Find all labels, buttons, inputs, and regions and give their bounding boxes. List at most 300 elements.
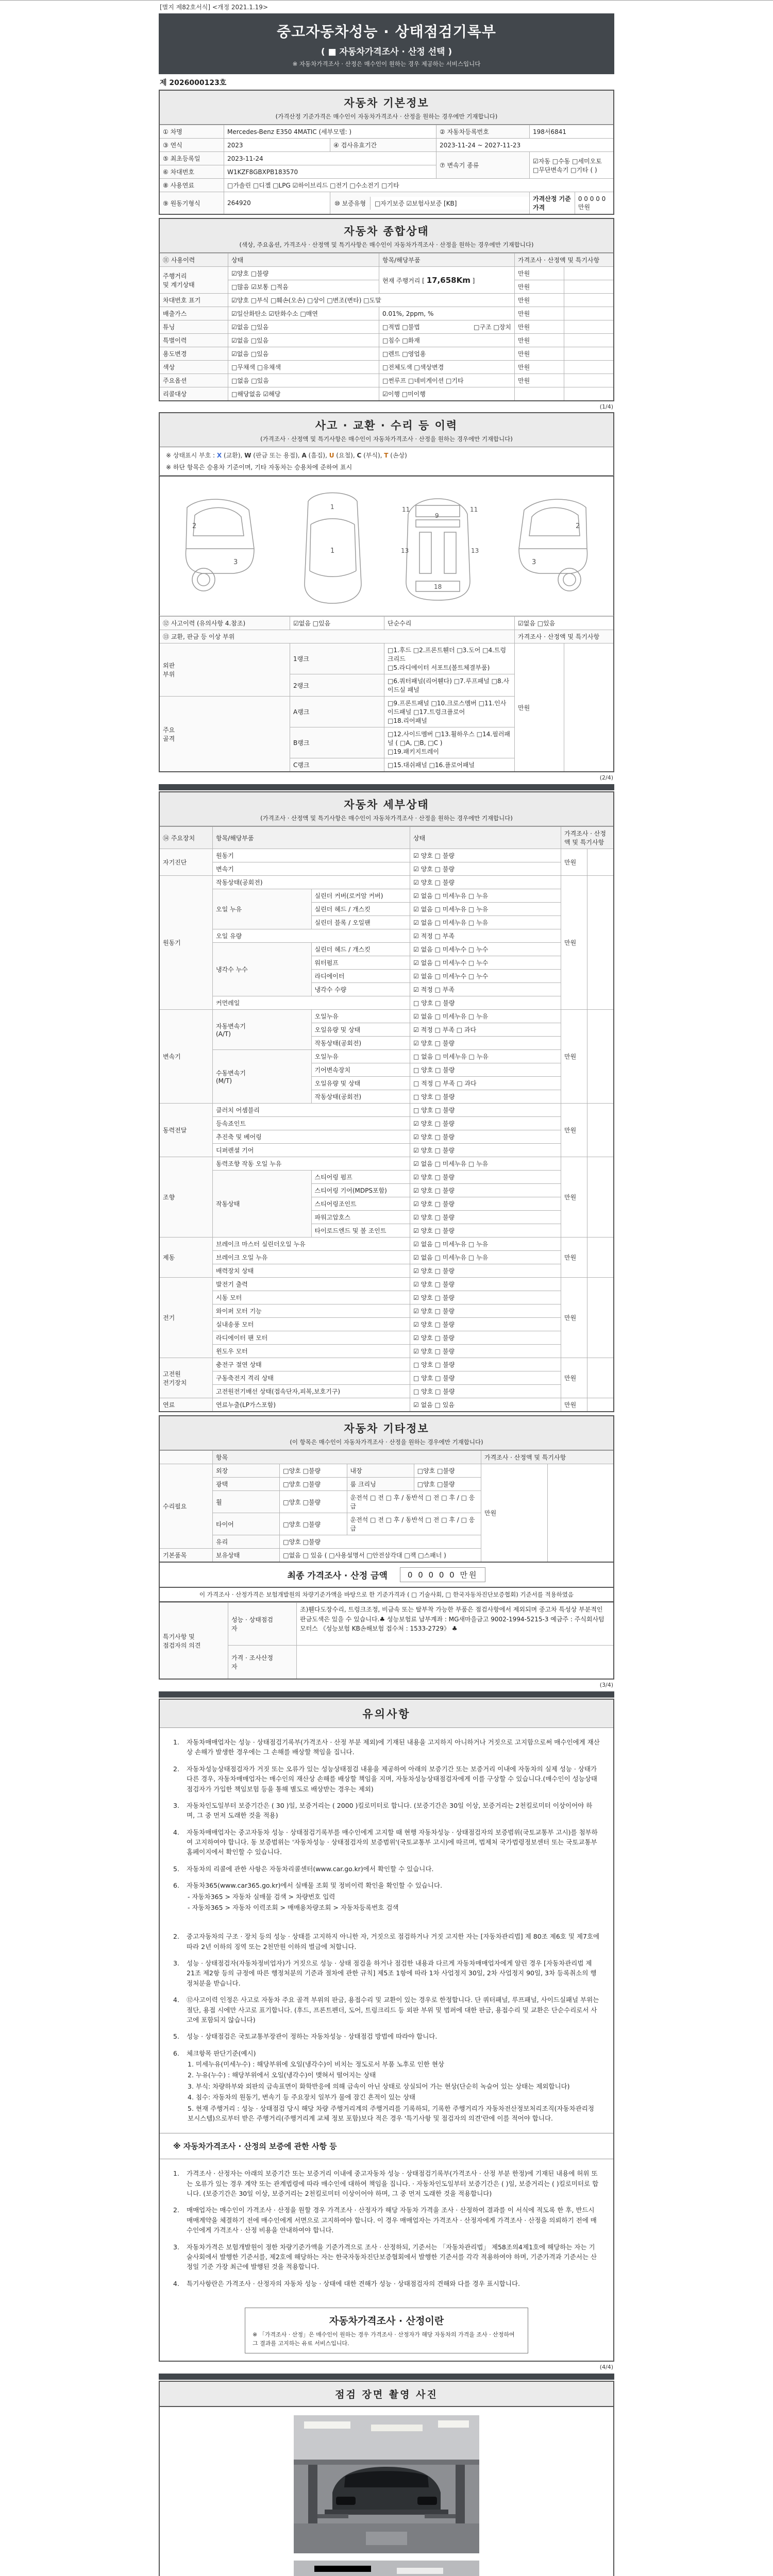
state-checkboxes: □ 양호 □ 불량 (410, 1371, 561, 1385)
state-checkboxes: ☑ 양호 □ 불량 (410, 1184, 561, 1197)
row-label: 배출가스 (159, 307, 228, 320)
panel-checkboxes: □1.후드 □2.프론트휀더 □3.도어 □4.트렁크리드 □5.라디에이터 서포트(볼트체결부품) (384, 643, 515, 674)
state-checkboxes: ☑없음 □있음 (228, 320, 379, 334)
rank-label: B랭크 (290, 727, 384, 758)
state-checkboxes: ☑ 양호 □ 불량 (410, 1264, 561, 1278)
page-marker: (2/4) (599, 774, 613, 781)
inspector-remark-text: 조)휀다도장수리, 트렁크조정, 비금속 또는 탈부착 가능한 부품은 점검사항에서 제외되며 중고차 특성상 부분적인 판금도색은 있을 수 있습니다.♣ 성능보험료 납부계좌 : MG새마을금고 9002-1994-5215-3 예금주 : 주식회사텀모터스 《성능보험 KB손해보험 접수처 : 1533-2729》 ♣ (297, 1603, 614, 1646)
notice-item-text: 체크항목 판단기준(예시) 1. 미세누유(미세누수) : 해당부위에 오일(냉각수)이 비치는 정도로서 부품 노후로 인한 현상 2. 누유(누수) : 해당부위에서 오일(냉각수)이 맺혀서 떨어지는 상태 3. 부식: 차량하부와 외판의 금속표면이 화학반응에 의해 금속이 아닌 상태로 상실되어 가는 현상(단순히 녹슬어 있는 상태는 제외합니다) 4. 침수: 자동차의 원동기, 변속기 등 주요장치 일부가 물에 잠긴 흔적이 있는 상태 5. 현재 주행거리 : 성능 · 상태점검 당시 해당 차량 주행거리계의 주행거리를 기록하되, 기록한 주행거리가 자동차전산정보처리조직(자동차관리정보시스템)으로부터 받은 주행거리(주행거리계 교체 정보 포함)보다 적은 경우 '특기사항 및 점검자의 의견'란에 이를 적어야 합니다. (187, 2048, 600, 2124)
form-revision-note: [별지 제82호서식] <개정 2021.1.19> (160, 4, 268, 11)
col-header: 항목/해당부품 (379, 253, 515, 267)
sub-item-label: 기어변속장치 (311, 1063, 410, 1077)
notice-item-number: 6. (173, 2049, 179, 2057)
item-checkboxes: □렌트 □영업용 (379, 347, 515, 361)
legend-part: C (357, 452, 362, 459)
notice-sub-item: - 자동차365 > 자동차 실매물 검색 > 차량번호 입력 (188, 1892, 335, 1901)
state-checkboxes: □없음 □있음 (228, 374, 379, 387)
item-label: 변속기 (213, 862, 410, 876)
basic-items-checkboxes: □없음 □ 있음 ( □사용설명서 □안전삼각대 □잭 □스패너 ) (280, 1549, 481, 1563)
inspector-remarks-table (159, 1602, 614, 1680)
notice-item (173, 2168, 600, 2198)
state-checkboxes: □ 없음 □ 미세누유 □ 누유 (410, 1050, 561, 1063)
page-divider (159, 2374, 614, 2380)
field-label: ⑤ 최초등록일 (159, 152, 224, 165)
device-label: 원동기 (159, 876, 213, 1010)
notice-item (173, 1801, 600, 1821)
base-price-row (530, 192, 613, 214)
legend-part: (요철), (334, 452, 357, 459)
car-name-value: Mercedes-Benz E350 4MATIC (세부모델: ) (224, 125, 436, 139)
sub-item-label: 실린더 헤드 / 개스킷 (311, 943, 410, 956)
item-label: 오일 누유 (213, 889, 312, 929)
section-title: 자동차 기타정보 (344, 1422, 429, 1435)
state-checkboxes: ☑ 없음 □ 미세누수 □ 누수 (410, 970, 561, 983)
price-unit-cell: 만원 (561, 849, 587, 876)
section-title: 자동차 세부상태 (344, 799, 429, 811)
item-label: 유리 (213, 1535, 280, 1549)
price-unit-cell: 만원 (515, 320, 564, 334)
section-accident-header (159, 412, 614, 447)
item-checkboxes (379, 320, 515, 334)
car-diagrams (159, 476, 614, 616)
state-checkboxes: ☑ 양호 □ 불량 (410, 1117, 561, 1130)
price-unit-cell (515, 387, 564, 401)
section-note: (가격조사 · 산정액 및 특기사항은 매수인이 자동차가격조사 · 산정을 원하는 경우에만 기재합니다) (260, 435, 513, 443)
simple-repair-checkboxes: ☑없음 □있음 (515, 617, 614, 630)
legend-part: ※ 상태표시 부호 : (166, 452, 217, 459)
price-unit-cell: 만원 (515, 294, 564, 307)
transmission-checkboxes: ☑자동 □수동 □세미오토 □무단변속기 □기타 ( ) (530, 152, 614, 179)
notice-item-number: 3. (173, 2243, 179, 2251)
panel-checkboxes: □15.대쉬패널 □16.플로어패널 (384, 758, 515, 772)
page-marker: (4/4) (599, 2364, 613, 2370)
inspector-role-label: 가격 · 조사산정 자 (228, 1646, 297, 1680)
price-unit-cell: 만원 (561, 1010, 587, 1104)
item-label: 충전구 절연 상태 (213, 1358, 410, 1371)
split-checkboxes (382, 323, 511, 331)
item-label: 타이어 (213, 1513, 280, 1535)
remark-cell (564, 267, 614, 280)
car-side-right-diagram (501, 487, 601, 605)
price-unit-cell: 만원 (561, 1104, 587, 1157)
price-definition-title: 자동차가격조사 · 산정이란 (329, 2315, 444, 2327)
svg-text:3: 3 (233, 558, 238, 566)
state-checkboxes: ☑ 양호 □ 불량 (410, 862, 561, 876)
panel-checkboxes: □12.사이드멤버 □13.휠하우스 □14.필러패널 ( □A, □B, □C ) □19.패키지트레이 (384, 727, 515, 758)
accident-history-checkboxes: ☑없음 □있음 (290, 617, 384, 630)
item-label: 와이퍼 모터 기능 (213, 1304, 410, 1318)
state-checkboxes: ☑ 양호 □ 불량 (410, 1130, 561, 1144)
item-label: 브레이크 마스터 실린더오일 누유 (213, 1238, 410, 1251)
page-marker: (1/4) (599, 403, 613, 410)
svg-text:3: 3 (531, 558, 536, 566)
section-basic-info-header (159, 90, 614, 125)
section-comprehensive-header (159, 218, 614, 253)
page-divider (159, 1691, 614, 1698)
state-checkboxes: ☑ 적정 □ 부족 □ 과다 (410, 1023, 561, 1037)
state-checkboxes: ☑ 없음 □ 있음 (410, 1398, 561, 1412)
state-checkboxes: □ 양호 □ 불량 (410, 1063, 561, 1077)
notice-item-number: 2. (173, 1933, 179, 1941)
state-checkboxes: ☑ 양호 □ 불량 (410, 1211, 561, 1224)
base-price-label: 가격산정 기준가격 (530, 192, 575, 214)
device-label: 제동 (159, 1238, 213, 1278)
sub-item-label: 실린더 블록 / 오일팬 (311, 916, 410, 929)
item-label: 구동축전지 격리 상태 (213, 1371, 410, 1385)
price-unit-cell: 만원 (515, 643, 564, 772)
row-label: 주행거리 및 계기상태 (159, 267, 228, 294)
notice-item-text: 특기사항란은 가격조사 · 산정자의 자동차 성능 · 상태에 대한 견해가 성능 · 상태점검자의 견해와 다를 경우 표시합니다. (187, 2279, 520, 2287)
page-subnote: ※ 자동차가격조사 · 산정은 매수인이 원하는 경우 제공하는 서비스입니다 (292, 60, 481, 67)
notice-item-text: 자동차성능상태점검자가 거짓 또는 오류가 있는 성능상태점검 내용을 제공하여 아래의 보증기간 또는 보증거리 이내에 자동차의 실제 성능 · 상태가 다른 경우, 자동차매매업자는 매수인의 재산상 손해를 배상할 책임을 지며, 자동차성능상태점검자에게 이를 구상할 수 있습니다.(매수인이 성능상태점검자가 가입한 책임보험 등을 통해 별도로 배상받는 경우는 제외) (187, 1765, 597, 1793)
checkbox-group: □적법 □불법 (382, 324, 420, 331)
notice-sub-item: 4. 침수: 자동차의 원동기, 변속기 등 주요장치 일부가 물에 잠긴 흔적이 있는 상태 (188, 2093, 416, 2102)
sub-item-label: 오일누유 (311, 1050, 410, 1063)
remark-cell (587, 1278, 614, 1358)
odometer-value: 17,658Km (426, 275, 470, 285)
item-label: 발전기 출력 (213, 1278, 410, 1291)
device-label: 동력전달 (159, 1104, 213, 1157)
section-title: 자동차 기본정보 (344, 97, 429, 109)
final-price-label: 최종 가격조사 · 산정 금액 (287, 1571, 388, 1581)
field-label: ⑧ 사용연료 (159, 179, 224, 192)
legend-part: (판금 또는 용접), (251, 452, 302, 459)
col-header (159, 1451, 213, 1464)
state-checkboxes: □ 양호 □ 불량 (410, 1358, 561, 1371)
notice-list (160, 2159, 613, 2298)
notice-item-number: 5. (173, 2032, 179, 2041)
title-band (159, 13, 614, 74)
svg-text:2: 2 (575, 522, 580, 530)
row-label: 리콜대상 (159, 387, 228, 401)
inspector-role-label: 성능 · 상태점검 자 (228, 1603, 297, 1646)
item-checkboxes: □침수 □화재 (379, 334, 515, 347)
item-label: 원동기 (213, 849, 410, 862)
notice-item (173, 1827, 600, 1857)
state-checkboxes: □ 양호 □ 불량 (410, 1104, 561, 1117)
item-label: 오일 유량 (213, 929, 410, 943)
state-checkboxes: ☑ 양호 □ 불량 (410, 1291, 561, 1304)
price-unit-cell: 만원 (561, 1358, 587, 1398)
notice-item-number: 1. (173, 1738, 179, 1746)
comprehensive-table (159, 253, 614, 401)
price-definition-box (245, 2308, 528, 2353)
item-label: 외장 (213, 1464, 280, 1478)
field-label: ③ 연식 (159, 139, 224, 152)
document-number: 제 2026000123호 (160, 79, 227, 87)
detail-condition-table (159, 826, 614, 1412)
remark-cell (587, 1238, 614, 1278)
state-checkboxes: ☑ 없음 □ 미세누유 □ 누유 (410, 1157, 561, 1171)
item-label: 브레이크 오일 누유 (213, 1251, 410, 1264)
notice-item-text: 가격조사 · 산정자는 아래의 보증기간 또는 보증거리 이내에 중고자동차 성능 · 상태점검기록부(가격조사 · 산정 부분 한정)에 기재된 내용에 허위 또는 오류가 있는 경우 계약 또는 관계법령에 따라 매수인에 대하여 책임을 집니다. · 자동차인도일부터 보증기간은 ( )일, 보증거리는 ( )킬로미터로 합니다. (보증기간은 30일 이상, 보증거리는 2천킬로미터 이상이어야 하며, 그 중 먼저 도래한 것을 적용합니다) (187, 2170, 599, 2197)
final-price-row (159, 1563, 614, 1588)
item-label: 추진축 및 베어링 (213, 1130, 410, 1144)
notice-item (173, 2205, 600, 2235)
odometer-cell: 현재 주행거리 [ 17,658Km ] (379, 267, 515, 294)
remark-cell (564, 307, 614, 320)
remarks-group-label: 특기사항 및 점검자의 의견 (159, 1603, 228, 1680)
notice-sub-item: - 자동차365 > 자동차 이력조회 > 매매용차량조회 > 자동차등록번호 검색 (188, 1903, 399, 1911)
section-other-header (159, 1415, 614, 1450)
price-unit-cell: 만원 (561, 1398, 587, 1412)
remark-cell (564, 361, 614, 374)
sub-item-label: 라디에이터 (311, 970, 410, 983)
item-label: 동력조향 작동 오일 누유 (213, 1157, 410, 1171)
section-title: 자동차 종합상태 (344, 225, 429, 238)
col-header: 상태 (410, 827, 561, 849)
remark-cell (564, 374, 614, 387)
remark-cell (587, 1398, 614, 1412)
item-label: 윈도우 모터 (213, 1345, 410, 1358)
reg-number-value: 198서6841 (530, 125, 614, 139)
notice-item (173, 1764, 600, 1794)
fuel-checkboxes: □가솔린 □디젤 □LPG ☑하이브리드 □전기 □수소전기 □기타 (224, 179, 614, 192)
remark-cell (564, 334, 614, 347)
remark-cell (587, 1157, 614, 1238)
engine-type-value: 264920 (224, 192, 330, 215)
section-note: (색상, 주요옵션, 가격조사 · 산정액 및 특기사항은 매수인이 자동차가격조사 · 산정을 원하는 경우에만 기재합니다) (239, 241, 534, 248)
price-definition-text: ※ 「가격조사 · 산정」은 매수인이 원하는 경우 가격조사 · 산정자가 해당 자동차의 가격을 조사 · 산정하여 그 결과를 고지하는 유료 서비스입니다. (253, 2331, 515, 2347)
legend-part: (손상) (388, 452, 407, 459)
item-checkboxes: □전체도색 □색상변경 (379, 361, 515, 374)
inspector-remark-text (297, 1646, 614, 1680)
rank-label: A랭크 (290, 697, 384, 727)
first-reg-value: 2023-11-24 (224, 152, 436, 165)
price-unit-cell: 만원 (481, 1464, 548, 1563)
svg-text:18: 18 (434, 583, 442, 590)
symbol-note-2: ※ 하단 항목은 승용차 기준이며, 기타 자동차는 승용차에 준하여 표시 (166, 464, 352, 471)
page-title: 중고자동차성능 · 상태점검기록부 (277, 23, 496, 40)
field-label: ① 차명 (159, 125, 224, 139)
legend-part: (교환), (222, 452, 245, 459)
simple-repair-label: 단순수리 (384, 617, 515, 630)
notice-item-text: 중고자동차의 구조 · 장치 등의 성능 · 상태를 고지하지 아니한 자, 거짓으로 점검하거나 거짓 고지한 자는 [자동차관리법] 제 80조 제6호 및 제7호에 따라 2년 이하의 징역 또는 2천만원 이하의 벌금에 처합니다. (187, 1933, 600, 1951)
notice-item (173, 2031, 600, 2041)
col-header: 항목/해당부품 (213, 827, 410, 849)
notice-list (160, 1922, 613, 2133)
state-checkboxes: ☑ 없음 □ 미세누유 □ 누유 (410, 889, 561, 903)
sub-item-label: 작동상태(공회전) (311, 1090, 410, 1104)
device-label: 변속기 (159, 1010, 213, 1104)
sub-item-label: 파워고압호스 (311, 1211, 410, 1224)
panel-section-header: ⑬ 교환, 판금 등 이상 부위 (159, 630, 515, 643)
warranty-row (330, 197, 529, 210)
rank-label: 2랭크 (290, 674, 384, 697)
col-header: 항목 (213, 1451, 481, 1464)
notice-item (173, 1864, 600, 1874)
state-checkboxes: ☑ 없음 □ 미세누유 □ 누유 (410, 903, 561, 916)
inspection-period-value: 2023-11-24 ~ 2027-11-23 (436, 139, 614, 152)
section-note: (이 항목은 매수인이 자동차가격조사 · 산정을 원하는 경우에만 기재합니다) (290, 1438, 483, 1446)
other-info-table (159, 1450, 614, 1563)
item-checkboxes: 0.01%, 2ppm, % (379, 307, 515, 320)
svg-text:1: 1 (330, 547, 335, 555)
panel-group-label: 주요 골격 (159, 697, 290, 772)
item-label: 광택 (213, 1478, 280, 1491)
state-checkboxes: ☑ 없음 □ 미세누유 □ 누유 (410, 1010, 561, 1023)
field-label: ⑦ 변속기 종류 (436, 152, 530, 179)
basic-info-table (159, 125, 614, 215)
svg-text:1: 1 (330, 503, 334, 511)
item-label: 작동상태(공회전) (213, 876, 410, 889)
state-checkboxes: ☑일산화탄소 ☑탄화수소 □매연 (228, 307, 379, 320)
state-checkboxes: ☑ 양호 □ 불량 (410, 876, 561, 889)
row-label: 색상 (159, 361, 228, 374)
item-label: 작동상태 (213, 1171, 312, 1238)
item-label: 수동변속기 (M/T) (213, 1050, 312, 1104)
sub-item-label: 작동상태(공회전) (311, 1037, 410, 1050)
state-checkboxes: □ 양호 □ 불량 (410, 1385, 561, 1398)
panel-checkboxes: □9.프론트패널 □10.크로스멤버 □11.인사이드패널 □17.트렁크플로어 □18.리어패널 (384, 697, 515, 727)
photos-body (159, 2407, 614, 2576)
device-label: 고전원 전기장치 (159, 1358, 213, 1398)
remark-cell (564, 643, 614, 772)
remark-cell (564, 347, 614, 361)
item-label: 배력장치 상태 (213, 1264, 410, 1278)
rank-label: 1랭크 (290, 643, 384, 674)
legend-part: T (384, 452, 389, 459)
sub-item-label: 스티어링조인트 (311, 1197, 410, 1211)
state-checkboxes: ☑ 양호 □ 불량 (410, 1224, 561, 1238)
item-label: 연료누출(LP가스포함) (213, 1398, 410, 1412)
price-unit-cell: 만원 (561, 1278, 587, 1358)
inspection-photo-rear-lift (294, 2561, 479, 2576)
state-checkboxes: □양호 □불량 (280, 1464, 347, 1478)
remark-cell (547, 1464, 614, 1563)
state-checkboxes: □ 양호 □ 불량 (410, 1090, 561, 1104)
state-checkboxes: ☑ 양호 □ 불량 (410, 849, 561, 862)
final-price-value: 0 0 0 0 0 만원 (400, 1567, 486, 1582)
remark-cell (587, 849, 614, 876)
notice-item (173, 2279, 600, 2289)
device-label: 자기진단 (159, 849, 213, 876)
notice-sub-item: 5. 현재 주행거리 : 성능 · 상태점검 당시 해당 차량 주행거리계의 주행거리를 기록하되, 기록한 주행거리가 자동차전산정보처리조직(자동차관리정보시스템)으로부터 받은 주행거리(주행거리계 교체 정보 포함)보다 적은 경우 '특기사항 및 점검자의 의견'란에 이를 적어야 합니다. (188, 2104, 594, 2122)
remark-cell (564, 294, 614, 307)
sub-item-label: 실린더 헤드 / 개스킷 (311, 903, 410, 916)
car-side-left-diagram (172, 487, 272, 605)
item-label: 등속죠인트 (213, 1117, 410, 1130)
panel-group-label: 외판 부위 (159, 643, 290, 697)
price-unit-cell: 만원 (561, 876, 587, 1010)
item-label: 시동 모터 (213, 1291, 410, 1304)
field-label: ② 자동차등록번호 (436, 125, 530, 139)
svg-text:11: 11 (470, 505, 478, 513)
notice-item-number: 5. (173, 1865, 179, 1873)
col-header: 가격조사 · 산정액 및 특기사항 (481, 1451, 614, 1464)
state-checkboxes: □양호 □불량 (280, 1513, 347, 1535)
symbol-legend (164, 449, 609, 461)
state-checkboxes: □양호 □불량 (414, 1464, 481, 1478)
item-label: 라디에이터 팬 모터 (213, 1331, 410, 1345)
state-checkboxes: □양호 □불량 (280, 1478, 347, 1491)
sub-item-label: 냉각수 수량 (311, 983, 410, 996)
state-checkboxes: ☑ 없음 □ 미세누수 □ 누수 (410, 943, 561, 956)
legend-part: U (329, 452, 334, 459)
base-price-cell (530, 192, 614, 215)
state-checkboxes: □양호 □불량 (280, 1491, 347, 1513)
notice-item (173, 1931, 600, 1952)
notice-item-number: 4. (173, 1828, 179, 1836)
state-checkboxes: ☑양호 □부식 □훼손(오손) □상이 □변조(변타) □도말 (228, 294, 515, 307)
page-divider (159, 784, 614, 790)
col-header: 가격조사 · 산정액 및 특기사항 (515, 253, 614, 267)
state-checkboxes: ☑ 양호 □ 불량 (410, 1304, 561, 1318)
symbol-notes (159, 447, 614, 476)
remark-cell (564, 387, 614, 401)
item-label: 자동변속기 (A/T) (213, 1010, 312, 1050)
notice-item (173, 1958, 600, 1988)
row-label: 튜닝 (159, 320, 228, 334)
rank-label: C랭크 (290, 758, 384, 772)
state-checkboxes: ☑없음 □있음 (228, 334, 379, 347)
page-subtitle: ( ■ 자동차가격조사 · 산정 선택 ) (321, 47, 452, 57)
row-label: 주요옵션 (159, 374, 228, 387)
notice-title: 유의사항 (160, 1700, 613, 1728)
notice-item (173, 1880, 600, 1912)
car-front-structure-diagram (393, 486, 483, 607)
notice-sub-item: 1. 미세누유(미세누수) : 해당부위에 오일(냉각수)이 비치는 정도로서 부품 노후로 인한 현상 (188, 2060, 445, 2068)
price-unit-cell: 만원 (515, 267, 564, 280)
state-checkboxes: ☑ 양호 □ 불량 (410, 1331, 561, 1345)
state-checkboxes: ☑ 양호 □ 불량 (410, 1171, 561, 1184)
state-checkboxes: ☑ 양호 □ 불량 (410, 1037, 561, 1050)
price-unit-cell: 만원 (561, 1157, 587, 1238)
warranty-checkboxes: □자기보증 ☑보험사보증 [KB] (371, 197, 529, 210)
notice-item-text: ⑫사고이력 인정은 사고로 자동차 주요 골격 부위의 판금, 용접수리 및 교환이 있는 경우로 한정합니다. 단 쿼터패널, 루프패널, 사이드실패널 부위는 절단, 용접 시에만 사고로 표기합니다. (후드, 프론트펜더, 도어, 트렁크리드 등 외판 부위 및 범퍼에 대한 판금, 용접수리 및 교환은 단순수리로서 사고에 포함되지 않습니다) (187, 1996, 599, 2024)
notice-item-text: 자동차가격은 보험개발원이 정한 차량기준가액을 기준가격으로 조사 · 산정하되, 기준서는 「자동차관리법」 제58조의4제1호에 해당하는 자는 기술사회에서 발행한 기준서를, 제2호에 해당하는 자는 한국자동차진단보증협회에서 발행한 기준서를 각각 적용하여야 하며, 기준가격과 기준서는 산정일 기준 가장 최근에 발행된 것을 적용합니다. (187, 2243, 597, 2271)
mileage-amount-checkboxes: □많음 ☑보통 □적음 (228, 280, 379, 294)
sub-item-label: 오일누유 (311, 1010, 410, 1023)
state-checkboxes: □무채색 □유채색 (228, 361, 379, 374)
sub-item-label: 스티어링 기어(MDPS포함) (311, 1184, 410, 1197)
notice-item-text: 매매업자는 매수인이 가격조사 · 산정을 원할 경우 가격조사 · 산정자가 해당 자동차 가격을 조사 · 산정하여 결과를 이 서식에 적도록 한 후, 반드시 매매계약을 체결하기 전에 매수인에게 서면으로 고지하여야 합니다. 이 경우 매매업자는 가격조사 · 산정자에게 가격조사 · 산정을 의뢰하기 전에 매수인에게 가격조사 · 산정 비용을 안내하여야 합니다. (187, 2206, 597, 2234)
device-label: 전기 (159, 1278, 213, 1358)
warranty-label: ⑩ 보증유형 (330, 197, 371, 210)
sub-item-label: 실린더 커버(로커암 커버) (311, 889, 410, 903)
notice-item-number: 4. (173, 1996, 179, 2004)
item-label: 디퍼렌셜 기어 (213, 1144, 410, 1157)
notice-item-text: 성능 · 상태점검자(자동차정비업자)가 거짓으로 성능 · 상태 점검을 하거나 점검한 내용과 다르게 자동차매매업자에게 알린 경우 [자동차관리법 제21조 제2항 등의 규정에 따른 행정처분의 기준과 절차에 관한 규칙] 제5조 1항에 따라 1차 사업정지 30일, 2차 사업정지 90일, 3차 등록취소의 행정처분을 받습니다. (187, 1959, 597, 1987)
sub-item-label: 타이로드엔드 및 볼 조인트 (311, 1224, 410, 1238)
col-header: 상태 (228, 253, 379, 267)
state-checkboxes: □ 적정 □ 부족 □ 과다 (410, 1077, 561, 1090)
notice-item-number: 2. (173, 1765, 179, 1773)
price-unit-cell: 만원 (515, 280, 564, 294)
group-label: 수리필요 (159, 1464, 213, 1549)
section-detail-header (159, 791, 614, 826)
legend-part: X (216, 452, 222, 459)
row-label: 차대번호 표기 (159, 294, 228, 307)
state-checkboxes: ☑ 없음 □ 미세누유 □ 누유 (410, 1251, 561, 1264)
svg-text:2: 2 (192, 522, 197, 530)
notice-list (160, 1728, 613, 1922)
remark-cell (564, 320, 614, 334)
device-label: 조향 (159, 1157, 213, 1238)
inspection-photo-front-lift (294, 2415, 479, 2553)
accident-history-label: ⑫ 사고이력 (유의사항 4.참조) (159, 617, 290, 630)
col-header: 가격조사 · 산정액 및 특기사항 (561, 827, 614, 849)
notice-sub-item: 2. 누유(누수) : 해당부위에서 오일(냉각수)이 맺혀서 떨어지는 상태 (188, 2071, 376, 2079)
group-label: 기본품목 (159, 1549, 213, 1563)
price-unit-cell: 만원 (515, 307, 564, 320)
state-checkboxes: ☑ 적정 □ 부족 (410, 929, 561, 943)
accident-history-table (159, 616, 614, 772)
item-label: 내장 (347, 1464, 414, 1478)
legend-part: W (244, 452, 251, 459)
device-label: 연료 (159, 1398, 213, 1412)
standard-basis-line: 이 가격조사 · 산정가격은 보험개발원의 차량기준가액을 바탕으로 한 기준가격과 ( □ 기술사회, □ 한국자동차진단보증협회) 기준서를 적용하였음 (159, 1588, 614, 1602)
